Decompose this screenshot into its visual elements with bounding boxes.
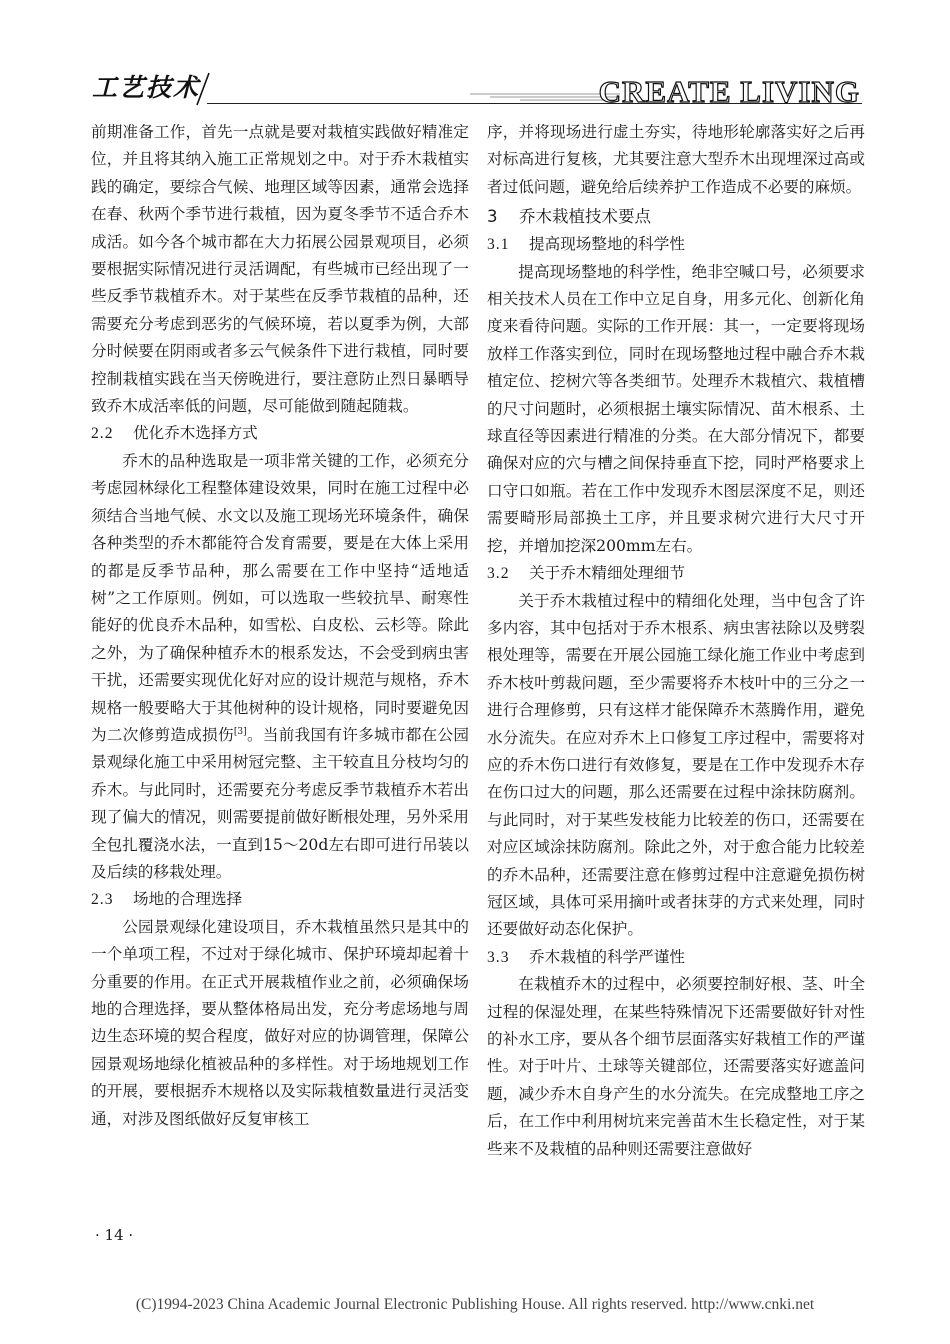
- section-heading-3: 3 乔木栽植技术要点: [487, 207, 651, 227]
- right-column: [487, 119, 865, 1163]
- magazine-title: CREATE LIVING: [598, 74, 860, 109]
- paragraph: 乔木的品种选取是一项非常关键的工作，必须充分考虑园林绿化工程整体建设效果，同时在施工过程中必须结合当地气候、水文以及施工现场光环境条件，确保各种类型的乔木都能符合发育需要，要是在大体上采用的都是反季节品种，那么需要在工作中坚持“适地适树”之工作原则。例如，可以选取一些较抗旱、耐寒性能好的优良乔木品种，如雪松、白皮松、云杉等。除此之外，为了确保种植乔木的根系发达，不会受到病虫害干扰，还需要实现优化好对应的设计规范与规格，乔木规格一般要略大于其他树种的设计规格，同时要避免因为二次修剪造成损伤[3]。当前我国有许多城市都在公园景观绿化施工中采用树冠完整、主干较直且分枝均匀的乔木。与此同时，还需要充分考虑反季节栽植乔木若出现了偏大的情况，则需要提前做好断根处理，另外采用全包扎覆浇水法，一直到15～20d左右即可进行吊装以及后续的移栽处理。: [91, 451, 469, 881]
- header-stripe-ornament: [470, 92, 620, 102]
- header-slash-ornament: [196, 72, 210, 106]
- section-heading-3-1: 3.1 提高现场整地的科学性: [487, 235, 685, 254]
- citation-ref[interactable]: [3]: [233, 726, 247, 737]
- section-heading-3-2: 3.2 关于乔木精细处理细节: [487, 564, 685, 583]
- paragraph: 关于乔木栽植过程中的精细化处理，当中包含了许多内容，其中包括对于乔木根系、病虫害祛除以及劈裂根处理等，需要在开展公园施工绿化施工作业中考虑到乔木枝叶剪裁问题，至少需要将乔木枝叶中的三分之一进行合理修剪，只有这样才能保障乔木蒸腾作用，避免水分流失。在应对乔木上口修复工序过程中，需要将对应的乔木伤口进行有效修复，要是在工作中发现乔木存在伤口过大的问题，那么还需要在过程中涂抹防腐剂。与此同时，对于某些发枝能力比较差的伤口，还需要在对应区域涂抹防腐剂。除此之外，对于愈合能力比较差的乔木品种，还需要注意在修剪过程中注意避免损伤树冠区域，具体可采用摘叶或者抹芽的方式来处理，同时还要做好动态化保护。: [487, 591, 865, 939]
- section-heading-3-3: 3.3 乔木栽植的科学严谨性: [487, 947, 685, 966]
- section-heading-2-2: 2.2 优化乔木选择方式: [91, 424, 258, 443]
- section-title: 工艺技术: [92, 73, 201, 102]
- page-number: · 14 ·: [95, 1226, 134, 1244]
- section-heading-2-3: 2.3 场地的合理选择: [91, 890, 243, 909]
- copyright-line: (C)1994-2023 China Academic Journal Electronic Publishing House. All rights reserved. http://www.cnki.net: [135, 1296, 815, 1313]
- paragraph: 前期准备工作，首先一点就是要对栽植实践做好精准定位，并且将其纳入施工正常规划之中。对于乔木栽植实践的确定，要综合气候、地理区域等因素，通常会选择在春、秋两个季节进行栽植，因为夏冬季节不适合乔木成活。如今各个城市都在大力拓展公园景观项目，必须要根据实际情况进行灵活调配，有些城市已经出现了一些反季节栽植乔木。对于某些在反季节栽植的品种，还需要充分考虑到恶劣的气候环境，若以夏季为例，大部分时候要在阴雨或者多云气候条件下进行栽植，同时要控制栽植实践在当天傍晚进行，要注意防止烈日暴晒导致乔木成活率低的问题，尽可能做到随起随栽。: [91, 123, 469, 416]
- paragraph: 在栽植乔木的过程中，必须要控制好根、茎、叶全过程的保湿处理，在某些特殊情况下还需要做好针对性的补水工序，要从各个细节层面落实好栽植工作的严谨性。对于叶片、土球等关键部位，还需要落实好遮盖问题，减少乔木自身产生的水分流失。在完成整地工序之后，在工作中利用树坑来完善苗木生长稳定性，对于某些来不及栽植的品种则还需要注意做好: [487, 975, 865, 1158]
- left-column: [91, 119, 469, 1133]
- paragraph: 提高现场整地的科学性，绝非空喊口号，必须要求相关技术人员在工作中立足自身，用多元化、创新化角度来看待问题。实际的工作开展：其一，一定要将现场放样工作落实到位，同时在现场整地过程中融合乔木栽植定位、挖树穴等各类细节。处理乔木栽植穴、栽植槽的尺寸问题时，必须根据土壤实际情况、苗木根系、土球直径等因素进行精准的分类。在大部分情况下，都要确保对应的穴与槽之间保持垂直下挖，同时严格要求上口守口如瓶。若在工作中发现乔木图层深度不足，则还需要畸形局部换土工序，并且要求树穴进行大尺寸开挖，并增加挖深200mm左右。: [487, 262, 865, 555]
- paragraph: 序，并将现场进行虚土夯实，待地形轮廓落实好之后再对标高进行复核，尤其要注意大型乔木出现埋深过高或者过低问题，避免给后续养护工作造成不必要的麻烦。: [487, 123, 865, 196]
- paragraph: 公园景观绿化建设项目，乔木栽植虽然只是其中的一个单项工程，不过对于绿化城市、保护环境却起着十分重要的作用。在正式开展栽植作业之前，必须确保场地的合理选择，要从整体格局出发，充分考虑场地与周边生态环境的契合程度，做好对应的协调管理，保障公园景观场地绿化植被品种的多样性。对于场地规划工作的开展，要根据乔木规格以及实际栽植数量进行灵活变通，对涉及图纸做好反复审核工: [91, 917, 469, 1128]
